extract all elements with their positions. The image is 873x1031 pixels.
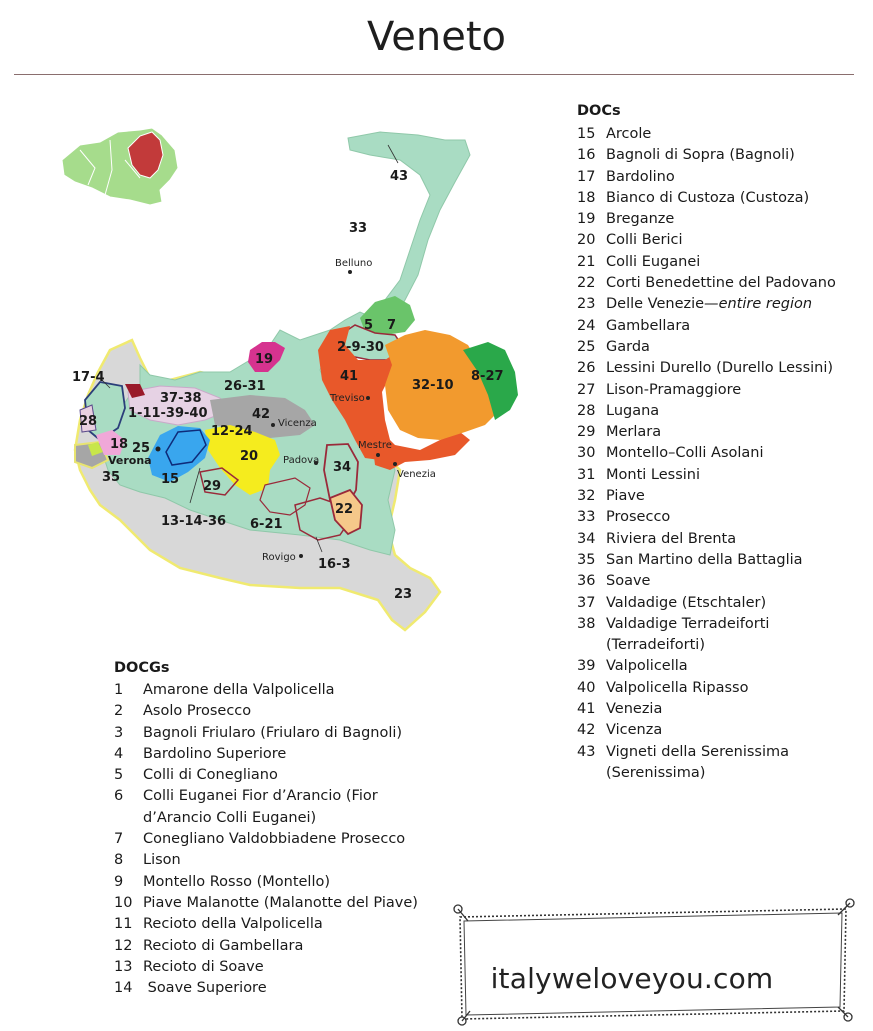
list-item xyxy=(114,957,444,978)
item-number: 31 xyxy=(577,466,596,483)
item-name: Lugana xyxy=(606,402,660,419)
item-number: 23 xyxy=(577,296,596,313)
item-name: Bardolino xyxy=(606,168,675,185)
list-item xyxy=(577,209,867,230)
item-number: 15 xyxy=(577,126,596,142)
zone-label: 25 xyxy=(132,441,151,456)
item-name: Venezia xyxy=(606,701,663,718)
item-number: 13 xyxy=(114,958,133,975)
zone-label: 43 xyxy=(390,169,409,184)
zone-label: 20 xyxy=(240,449,259,464)
list-item xyxy=(577,443,867,464)
zone-label: 41 xyxy=(340,369,359,384)
item-number: 8 xyxy=(114,852,124,869)
item-number: 43 xyxy=(577,743,596,760)
item-name: Recioto di Gambellara xyxy=(143,937,304,954)
item-name: Piave Malanotte (Malanotte del Piave) xyxy=(143,894,418,911)
item-number: 29 xyxy=(577,424,596,441)
city-mestre: Mestre xyxy=(358,440,392,451)
zone-label: 6-21 xyxy=(250,517,283,532)
item-number: 22 xyxy=(577,275,596,292)
item-name: Colli Berici xyxy=(606,232,683,249)
zone-label: 1-11-39-40 xyxy=(128,406,208,421)
item-number: 41 xyxy=(577,701,596,718)
item-number: 1 xyxy=(114,682,124,698)
list-item xyxy=(577,145,867,166)
list-item xyxy=(114,978,444,999)
item-name: Colli Euganei Fior d’Arancio (Fior d’Arancio Colli Euganei) xyxy=(143,788,378,826)
item-name: Prosecco xyxy=(606,509,671,526)
list-item xyxy=(114,701,444,722)
zone-label: 32-10 xyxy=(412,378,454,393)
city-treviso: Treviso xyxy=(330,393,365,404)
list-item xyxy=(114,914,444,935)
zone-label: 16-3 xyxy=(318,557,351,572)
item-name: Recioto della Valpolicella xyxy=(143,916,323,933)
zone-label: 28 xyxy=(79,414,98,429)
item-name-text: Delle Venezie— xyxy=(606,296,719,313)
item-name: Monti Lessini xyxy=(606,466,700,483)
list-item xyxy=(577,593,867,614)
item-number: 21 xyxy=(577,253,596,270)
list-item xyxy=(577,465,867,486)
list-item xyxy=(577,230,867,251)
item-name: San Martino della Battaglia xyxy=(606,551,803,568)
item-number: 16 xyxy=(577,147,596,164)
list-item xyxy=(114,723,444,744)
city-vicenza: Vicenza xyxy=(278,418,317,429)
zone-label: 8-27 xyxy=(471,369,504,384)
item-name: Garda xyxy=(606,338,650,355)
list-item xyxy=(577,188,867,209)
item-name: Soave Superiore xyxy=(143,980,267,997)
item-number: 40 xyxy=(577,679,596,696)
item-name: Asolo Prosecco xyxy=(143,703,252,720)
item-name: Arcole xyxy=(606,126,652,142)
item-number: 38 xyxy=(577,615,596,632)
item-name: Montello–Colli Asolani xyxy=(606,445,764,462)
item-name: Montello Rosso (Montello) xyxy=(143,873,331,890)
item-name: Recioto di Soave xyxy=(143,958,264,975)
doc-list xyxy=(577,124,867,784)
item-name: Colli di Conegliano xyxy=(143,767,278,784)
zone-label: 37-38 xyxy=(160,391,202,406)
list-item xyxy=(577,294,867,315)
signboard xyxy=(450,895,860,1027)
list-item xyxy=(577,124,867,145)
list-item xyxy=(114,765,444,786)
zone-label: 33 xyxy=(349,221,368,236)
item-number: 9 xyxy=(114,873,124,890)
item-number: 27 xyxy=(577,381,596,398)
list-item xyxy=(114,893,444,914)
item-number: 37 xyxy=(577,594,596,611)
list-item xyxy=(577,316,867,337)
city-venezia: Venezia xyxy=(397,469,436,480)
item-name: Lison xyxy=(143,852,181,869)
list-item xyxy=(577,401,867,422)
item-number: 26 xyxy=(577,360,596,377)
item-number: 11 xyxy=(114,916,133,933)
item-number: 5 xyxy=(114,767,124,784)
item-name: Valpolicella xyxy=(606,658,688,675)
item-number: 32 xyxy=(577,488,596,505)
zone-label: 5 xyxy=(364,318,374,333)
list-item xyxy=(577,720,867,741)
list-item xyxy=(114,744,444,765)
item-number: 6 xyxy=(114,788,124,805)
item-number: 3 xyxy=(114,724,124,741)
item-name: Colli Euganei xyxy=(606,253,701,270)
zone-label: 29 xyxy=(203,479,222,494)
item-name xyxy=(606,294,867,315)
city-rovigo: Rovigo xyxy=(262,552,296,563)
item-number: 34 xyxy=(577,530,596,547)
item-name: Breganze xyxy=(606,211,675,228)
item-number: 24 xyxy=(577,317,596,334)
zone-label: 22 xyxy=(335,502,354,517)
zone-label: 35 xyxy=(102,470,121,485)
list-item xyxy=(577,273,867,294)
city-belluno: Belluno xyxy=(335,258,373,269)
item-name: Piave xyxy=(606,488,645,505)
item-number: 33 xyxy=(577,509,596,526)
item-name: Riviera del Brenta xyxy=(606,530,737,547)
item-name: Bardolino Superiore xyxy=(143,745,287,762)
item-number: 10 xyxy=(114,894,133,911)
list-item xyxy=(577,656,867,677)
list-item xyxy=(114,680,444,701)
item-number: 20 xyxy=(577,232,596,249)
item-name: Bianco di Custoza (Custoza) xyxy=(606,189,810,206)
doc-heading: DOCs xyxy=(577,103,621,119)
zone-label: 15 xyxy=(161,472,180,487)
item-name: Lison-Pramaggiore xyxy=(606,381,742,398)
item-name: Corti Benedettine del Padovano xyxy=(606,275,836,292)
item-name: Conegliano Valdobbiadene Prosecco xyxy=(143,831,406,848)
item-number: 14 xyxy=(114,980,133,997)
list-item xyxy=(577,571,867,592)
list-item xyxy=(577,486,867,507)
item-number: 4 xyxy=(114,745,124,762)
item-name: Amarone della Valpolicella xyxy=(143,682,335,698)
item-number: 35 xyxy=(577,551,596,568)
zone-label: 12-24 xyxy=(211,424,253,439)
zone-label: 19 xyxy=(255,352,274,367)
item-name: Valpolicella Ripasso xyxy=(606,679,749,696)
city-verona: Verona xyxy=(108,454,152,467)
item-number: 2 xyxy=(114,703,124,720)
item-name: Valdadige (Etschtaler) xyxy=(606,594,767,611)
item-name: Vicenza xyxy=(606,722,663,739)
item-name: Valdadige Terradeiforti (Terradeiforti) xyxy=(606,615,770,654)
docg-list xyxy=(114,680,444,999)
list-item xyxy=(577,678,867,699)
item-name: Merlara xyxy=(606,424,662,441)
zone-label: 7 xyxy=(387,318,397,333)
list-item xyxy=(114,786,444,829)
item-name: Vigneti della Serenissima (Serenissima) xyxy=(606,743,789,781)
list-item xyxy=(577,167,867,188)
city-padova: Padova xyxy=(283,455,320,466)
item-number: 25 xyxy=(577,338,596,355)
zone-label: 34 xyxy=(333,460,352,475)
item-name: Bagnoli Friularo (Friularo di Bagnoli) xyxy=(143,724,403,741)
docg-heading: DOCGs xyxy=(114,660,170,676)
list-item xyxy=(114,936,444,957)
zone-label: 26-31 xyxy=(224,379,266,394)
list-item xyxy=(577,507,867,528)
list-item xyxy=(577,358,867,379)
list-item xyxy=(577,699,867,720)
item-number: 30 xyxy=(577,445,596,462)
zone-label: 18 xyxy=(110,437,129,452)
italy-regions-inset xyxy=(62,128,178,205)
list-item xyxy=(577,742,867,785)
list-item xyxy=(577,422,867,443)
item-number: 36 xyxy=(577,573,596,590)
zone-label: 42 xyxy=(252,407,271,422)
list-item xyxy=(577,614,867,657)
list-item xyxy=(577,550,867,571)
list-item xyxy=(577,529,867,550)
item-number: 39 xyxy=(577,658,596,675)
list-item xyxy=(577,252,867,273)
page-title: Veneto xyxy=(367,14,506,60)
item-number: 19 xyxy=(577,211,596,228)
list-item xyxy=(577,337,867,358)
zone-label: 13-14-36 xyxy=(161,514,227,529)
item-number: 7 xyxy=(114,831,124,848)
zone-label: 17-4 xyxy=(72,370,105,385)
item-name: Lessini Durello (Durello Lessini) xyxy=(606,360,834,377)
item-number: 28 xyxy=(577,402,596,419)
item-note: entire region xyxy=(718,296,813,313)
item-name: Bagnoli di Sopra (Bagnoli) xyxy=(606,147,795,164)
item-number: 42 xyxy=(577,722,596,739)
list-item xyxy=(114,872,444,893)
item-number: 12 xyxy=(114,937,133,954)
list-item xyxy=(114,829,444,850)
item-name: Gambellara xyxy=(606,317,691,334)
item-number: 17 xyxy=(577,168,596,185)
zone-label: 2-9-30 xyxy=(337,340,384,355)
zone-label: 23 xyxy=(394,587,413,602)
site-url: italyweloveyou.com xyxy=(490,962,774,995)
list-item xyxy=(577,380,867,401)
list-item xyxy=(114,850,444,871)
item-number: 18 xyxy=(577,189,596,206)
item-name: Soave xyxy=(606,573,651,590)
